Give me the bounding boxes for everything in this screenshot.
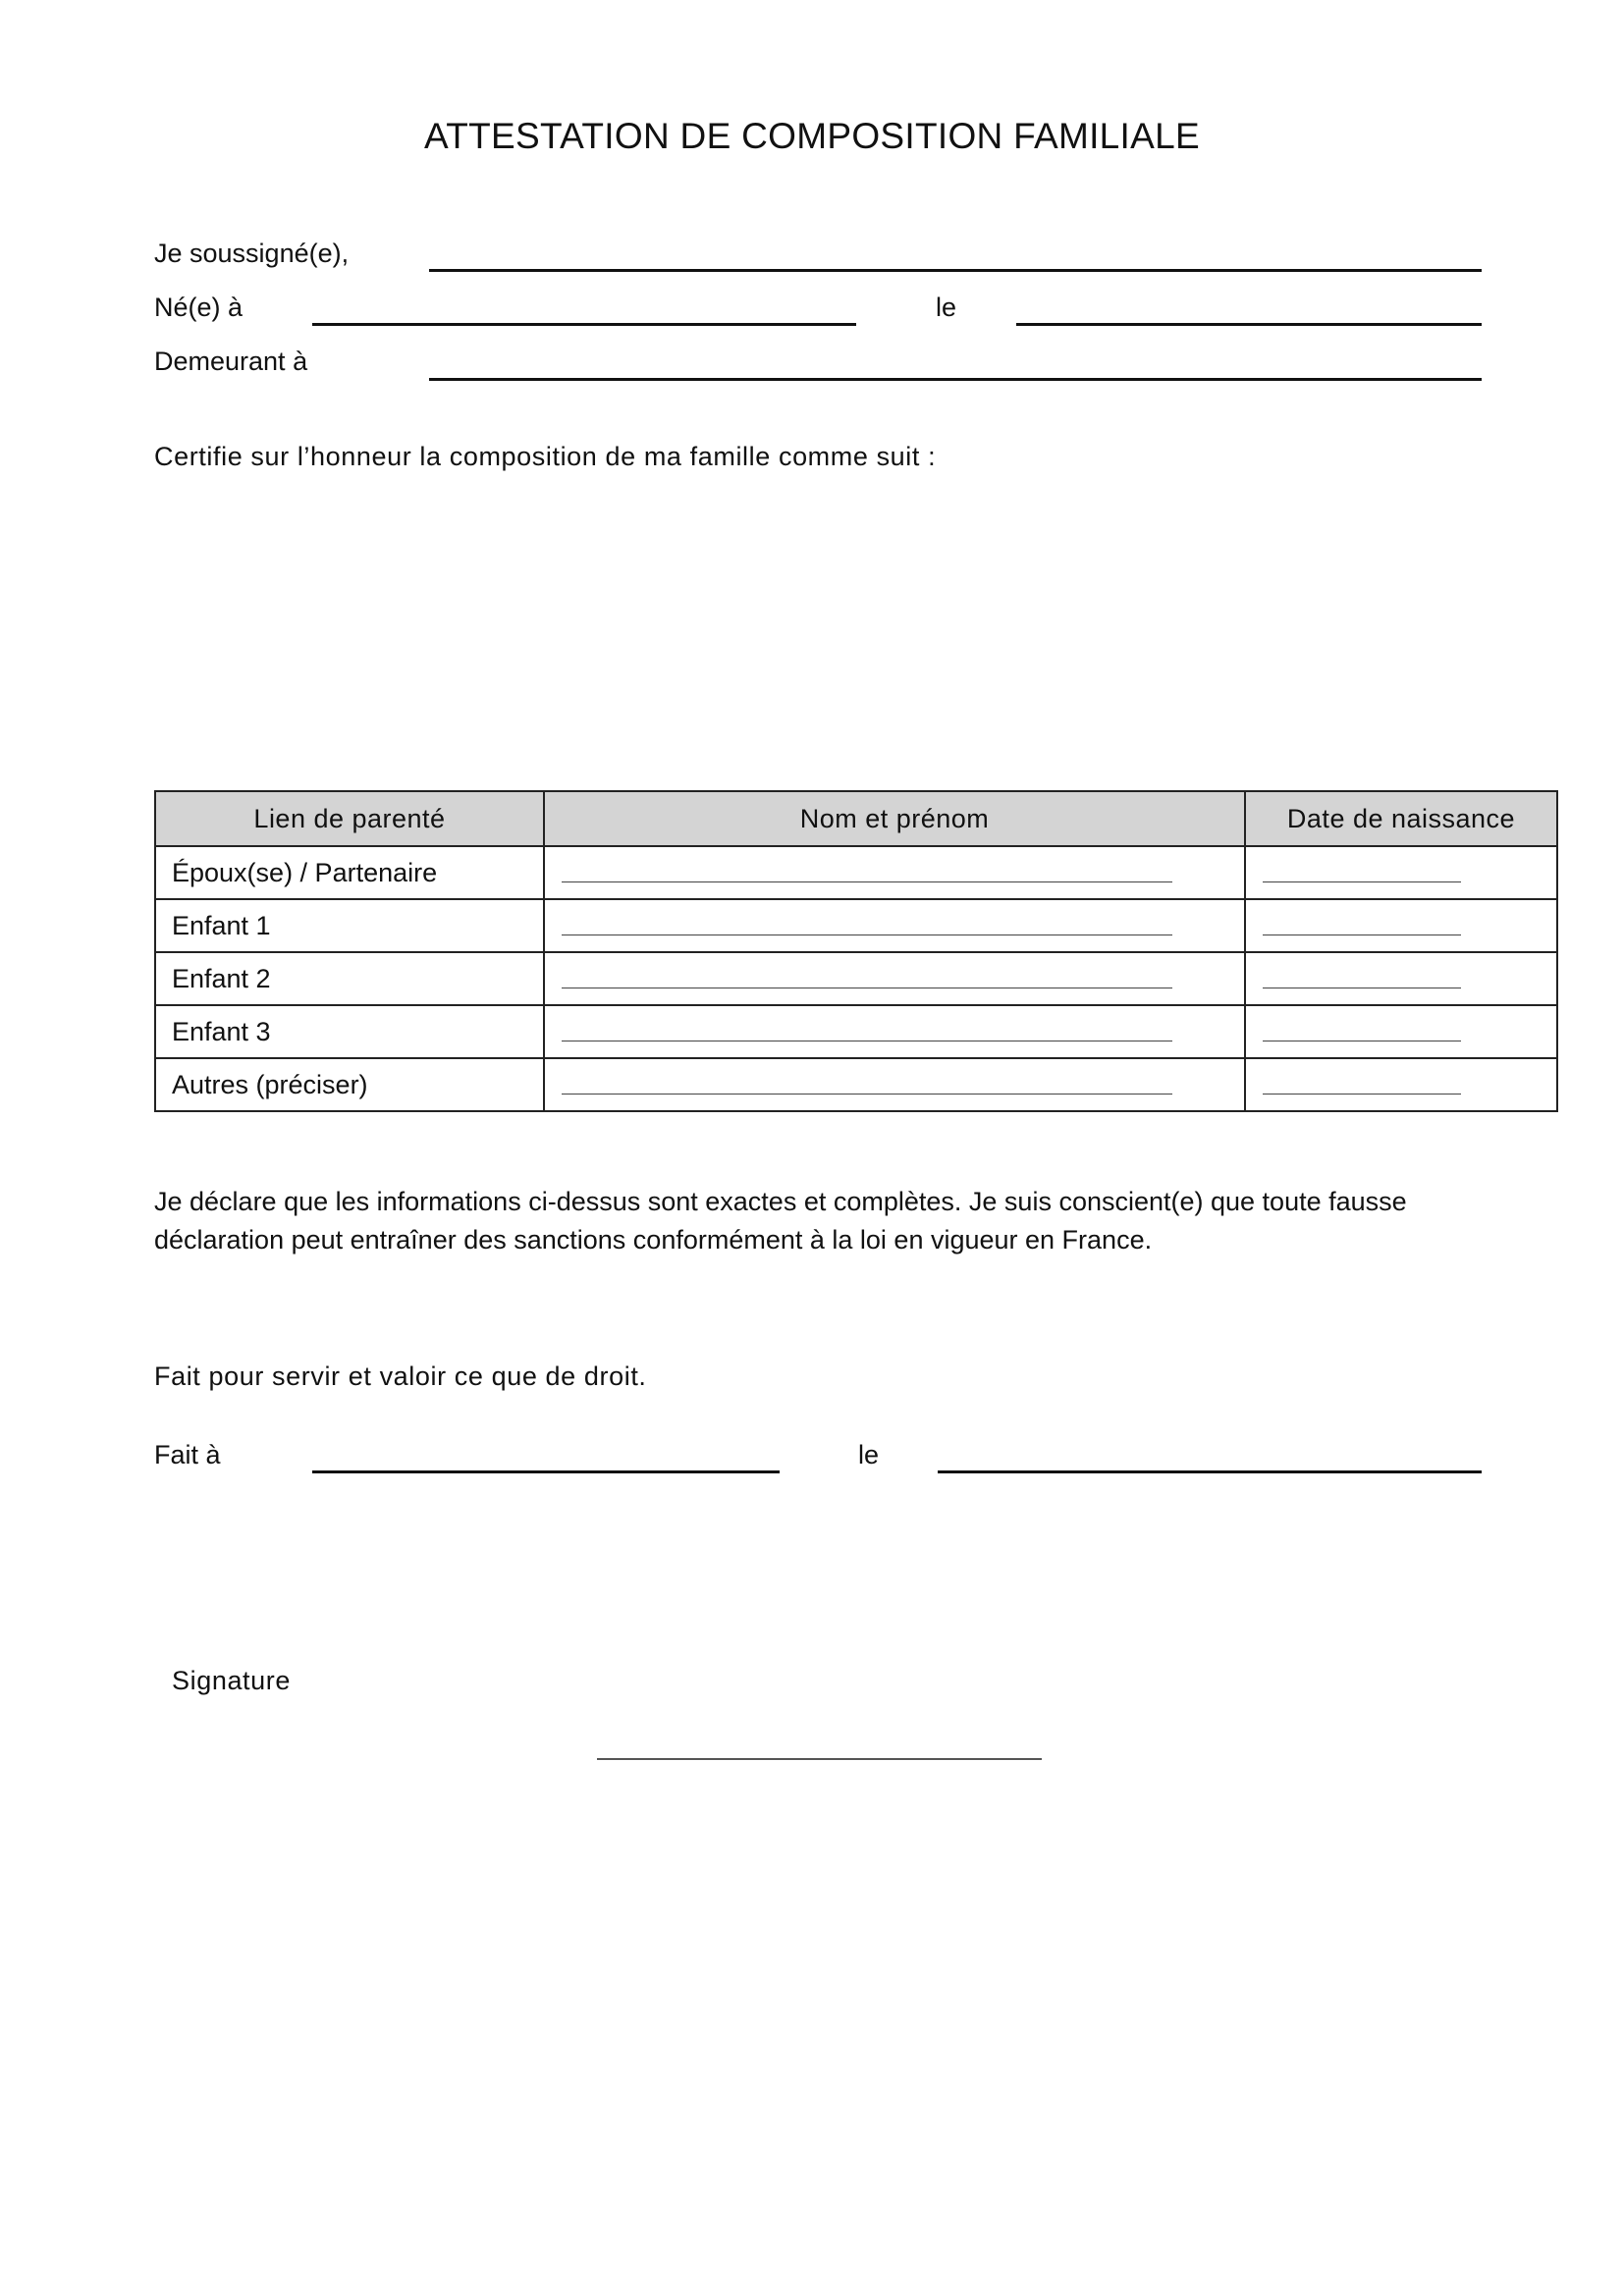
relation-cell: Époux(se) / Partenaire (155, 846, 544, 899)
undersigned-input-line[interactable] (429, 269, 1482, 272)
relation-cell: Enfant 3 (155, 1005, 544, 1058)
header-relation: Lien de parenté (155, 791, 544, 846)
born-on-label: le (936, 293, 957, 322)
residing-label: Demeurant à (154, 347, 308, 376)
birthdate-cell[interactable] (1245, 899, 1557, 952)
table-row (155, 1005, 1557, 1058)
birthdate-cell[interactable] (1245, 1058, 1557, 1111)
closing-statement: Fait pour servir et valoir ce que de droit. (154, 1362, 647, 1391)
certify-statement: Certifie sur l’honneur la composition de ma famille comme suit : (154, 442, 937, 471)
name-fill-line[interactable] (562, 1094, 1172, 1095)
table-row (155, 1058, 1557, 1111)
made-at-input-line[interactable] (312, 1470, 780, 1473)
birthdate-cell[interactable] (1245, 846, 1557, 899)
signature-label: Signature (172, 1666, 291, 1695)
signature-line[interactable] (597, 1758, 1042, 1760)
birthdate-fill-line[interactable] (1263, 881, 1461, 882)
name-cell[interactable] (544, 952, 1245, 1005)
born-at-label: Né(e) à (154, 293, 244, 322)
document-title: ATTESTATION DE COMPOSITION FAMILIALE (424, 116, 1200, 156)
name-cell[interactable] (544, 899, 1245, 952)
declaration-line-2: déclaration peut entraîner des sanctions conformément à la loi en vigueur en France. (154, 1225, 1153, 1255)
relation-cell: Autres (préciser) (155, 1058, 544, 1111)
birthdate-cell[interactable] (1245, 1005, 1557, 1058)
table-row (155, 899, 1557, 952)
born-at-input-line[interactable] (312, 323, 856, 326)
name-cell[interactable] (544, 1058, 1245, 1111)
name-fill-line[interactable] (562, 934, 1172, 935)
birthdate-fill-line[interactable] (1263, 934, 1461, 935)
header-birthdate: Date de naissance (1245, 791, 1557, 846)
table-row (155, 952, 1557, 1005)
born-on-input-line[interactable] (1016, 323, 1482, 326)
relation-cell: Enfant 1 (155, 899, 544, 952)
relation-cell: Enfant 2 (155, 952, 544, 1005)
table-row (155, 846, 1557, 899)
family-table (154, 790, 1558, 1112)
name-fill-line[interactable] (562, 881, 1172, 882)
table-header-row (155, 791, 1557, 846)
header-name: Nom et prénom (544, 791, 1245, 846)
residing-input-line[interactable] (429, 378, 1482, 381)
made-at-label: Fait à (154, 1440, 221, 1469)
name-cell[interactable] (544, 846, 1245, 899)
undersigned-label: Je soussigné(e), (154, 239, 350, 268)
made-on-input-line[interactable] (938, 1470, 1482, 1473)
made-on-label: le (858, 1440, 880, 1469)
declaration-line-1: Je déclare que les informations ci-dessus sont exactes et complètes. Je suis conscient(e) que toute fausse (154, 1187, 1407, 1216)
birthdate-cell[interactable] (1245, 952, 1557, 1005)
name-cell[interactable] (544, 1005, 1245, 1058)
birthdate-fill-line[interactable] (1263, 1094, 1461, 1095)
